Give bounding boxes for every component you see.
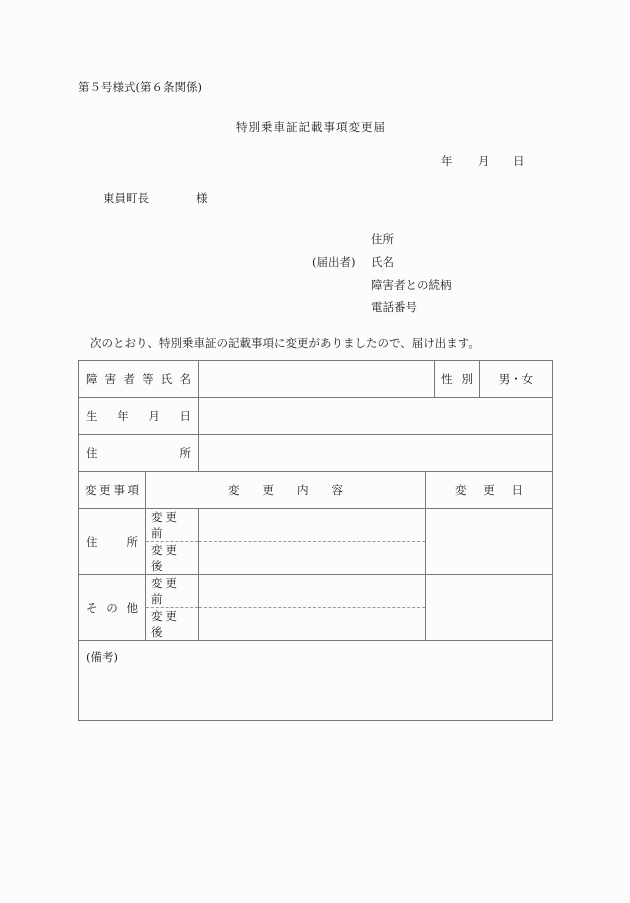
change-row-address-before-input[interactable] (199, 509, 426, 542)
addressee-name: 東員町長 (103, 191, 149, 205)
change-row-address-date-input[interactable] (426, 509, 553, 575)
page-title: 特別乗車証記載事項変更届 (236, 120, 386, 134)
remarks-label: (備考) (86, 650, 118, 664)
gender-label: 性 別 (435, 361, 480, 398)
change-row-other-after-input[interactable] (199, 608, 426, 641)
date-month: 月 (478, 154, 490, 168)
change-form-table (78, 360, 553, 721)
address-label: 住 所 (79, 435, 199, 472)
addressee-honorific: 様 (196, 191, 208, 205)
applicant-relationship-label: 障害者との続柄 (371, 278, 452, 292)
change-row-other-before-input[interactable] (199, 575, 426, 608)
name-label: 障 害 者 等 氏 名 (79, 361, 199, 398)
change-row-address-after-input[interactable] (199, 542, 426, 575)
applicant-address-label: 住所 (371, 232, 394, 246)
gender-options[interactable]: 男・女 (480, 361, 553, 398)
name-input[interactable] (199, 361, 435, 398)
statement-text: 次のとおり、特別乗車証の記載事項に変更がありましたので、届け出ます。 (90, 336, 480, 350)
change-row-address-after-label: 変更後 (146, 542, 199, 575)
change-date-header: 変 更 日 (426, 472, 553, 509)
remarks-field[interactable] (79, 641, 553, 721)
change-row-other-before-label: 変更前 (146, 575, 199, 608)
change-row-other-after-label: 変更後 (146, 608, 199, 641)
address-input[interactable] (199, 435, 553, 472)
applicant-phone-label: 電話番号 (371, 300, 417, 314)
change-item-header: 変 更 事 項 (79, 472, 146, 509)
change-content-header: 変 更 内 容 (146, 472, 426, 509)
form-number: 第５号様式(第６条関係) (78, 80, 202, 94)
change-row-address-before-label: 変更前 (146, 509, 199, 542)
date-year: 年 (441, 154, 453, 168)
change-row-other-date-input[interactable] (426, 575, 553, 641)
birthdate-label: 生 年 月 日 (79, 398, 199, 435)
date-day: 日 (513, 154, 525, 168)
applicant-name-label: 氏名 (371, 255, 394, 269)
applicant-role-label: (届出者) (312, 255, 356, 269)
birthdate-input[interactable] (199, 398, 553, 435)
change-row-address-label: 住 所 (79, 509, 146, 575)
change-row-other-label: そ の 他 (79, 575, 146, 641)
